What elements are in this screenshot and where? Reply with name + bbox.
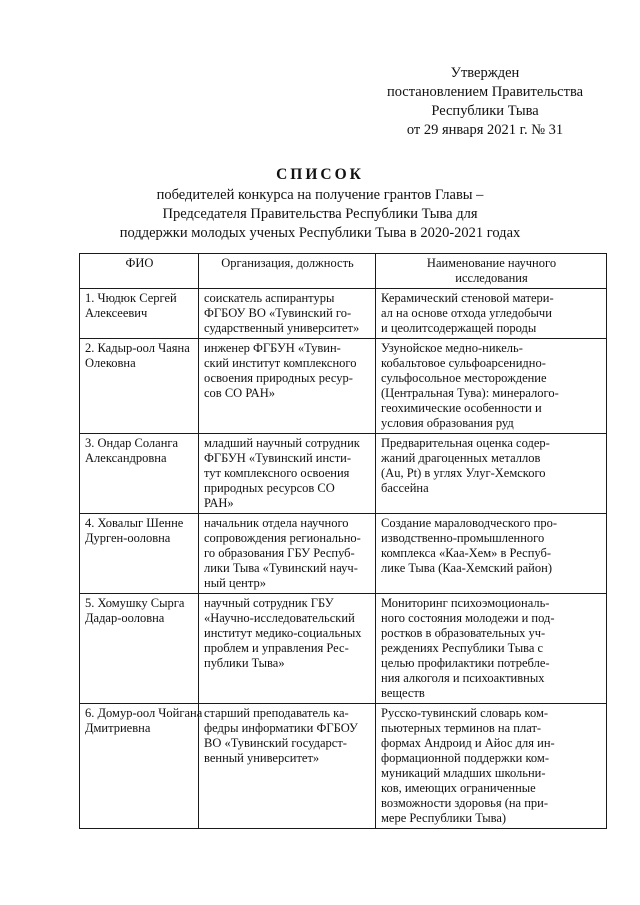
organization-cell-line: начальник отдела научного [204,516,349,530]
fio-cell-line: Алексеевич [85,306,148,320]
table-row [80,704,607,829]
research-cell-line: ростков в образовательных уч- [381,626,546,640]
research-cell-line: возможности здоровья (на при- [381,796,549,810]
research-cell-line: реждениях Республики Тыва с [381,641,544,655]
header-fio-label: ФИО [125,256,154,270]
document-title: СПИСОК [276,166,364,183]
research-cell-line: Предварительная оценка содер- [381,436,550,450]
organization-cell-line: ФГБОУ ВО «Тувинский го- [204,306,352,320]
organization-cell [199,704,376,829]
research-cell [376,289,607,339]
approval-line: постановлением Правительства [386,84,584,100]
research-cell [376,704,607,829]
organization-cell-line: ский институт комплексного [204,356,357,370]
research-cell-line: муникаций младших школьни- [381,766,546,780]
header-org-label: Организация, должность [221,256,354,270]
subtitle-line: Председателя Правительства Республики Тыва для [162,206,478,222]
fio-cell [80,704,203,829]
research-cell-line: Мониторинг психоэмоциональ- [381,596,550,610]
organization-cell-line: освоения природных ресур- [204,371,353,385]
research-cell-line: пьютерных терминов на плат- [381,721,542,735]
organization-cell [199,434,376,514]
organization-cell-line: природных ресурсов СО [204,481,335,495]
fio-cell [80,339,199,434]
organization-cell-line: младший научный сотрудник [204,436,360,450]
fio-cell-line: Олековна [85,356,136,370]
research-cell-line: Узунойское медно-никель- [381,341,523,355]
research-cell-line: (Au, Pt) в углях Улуг-Хемского [381,466,546,480]
organization-cell-line: венный университет» [204,751,320,765]
organization-cell-line: сопровождения регионально- [204,531,361,545]
table-header-row [80,254,607,289]
table-body [80,289,607,829]
fio-cell [80,514,199,594]
research-cell-line: изводственно-промышленного [381,531,545,545]
research-cell-line: формационной поддержки ком- [381,751,549,765]
organization-cell-line: институт медико-социальных [204,626,362,640]
research-cell-line: формах Андроид и Айос для ин- [381,736,555,750]
fio-cell-line: 6. Домур-оол Чойгана [85,706,203,720]
fio-cell-line: Дурген-ооловна [85,531,171,545]
header-org [199,254,376,289]
research-cell [376,339,607,434]
organization-cell [199,594,376,704]
organization-cell-line: РАН» [204,496,234,510]
research-cell-line: целью профилактики потребле- [381,656,550,670]
fio-cell-line: 5. Хомушку Сырга [85,596,185,610]
fio-cell-line: Дмитриевна [85,721,151,735]
organization-cell-line: публики Тыва» [204,656,285,670]
approval-line: от 29 января 2021 г. № 31 [406,122,564,138]
organization-cell-line: федры информатики ФГБОУ [204,721,358,735]
research-cell-line: сульфосольное месторождение [381,371,547,385]
fio-cell-line: Александровна [85,451,167,465]
fio-cell [80,434,199,514]
table-row [80,434,607,514]
research-cell-line: Создание мараловодческого про- [381,516,558,530]
research-cell-line: бассейна [381,481,429,495]
research-cell-line: веществ [381,686,425,700]
organization-cell [199,514,376,594]
fio-cell [80,289,199,339]
organization-cell-line: научный сотрудник ГБУ [204,596,334,610]
fio-cell-line: 4. Ховалыг Шенне [85,516,184,530]
header-fio [80,254,199,289]
research-cell-line: геохимические особенности и [381,401,542,415]
research-cell-line: ного состояния молодежи и под- [381,611,555,625]
fio-cell [80,594,199,704]
research-cell-line: комплекса «Каа-Хем» в Респуб- [381,546,552,560]
table-row [80,339,607,434]
header-research [376,254,607,289]
organization-cell [199,339,376,434]
research-cell-line: лике Тыва (Каа-Хемский район) [381,561,552,575]
research-cell-line: Русско-тувинский словарь ком- [381,706,549,720]
table-row [80,289,607,339]
organization-cell-line: инженер ФГБУН «Тувин- [204,341,341,355]
approval-stamp [380,64,590,140]
organization-cell [199,289,376,339]
header-research-label: исследования [455,271,528,285]
fio-cell-line: 1. Чюдюк Сергей [85,291,177,305]
fio-cell-line: Дадар-ооловна [85,611,165,625]
approval-line: Республики Тыва [431,103,539,119]
research-cell [376,434,607,514]
subtitle-line: победителей конкурса на получение грантов Главы – [156,187,484,203]
research-cell-line: Керамический стеновой матери- [381,291,554,305]
fio-cell-line: 2. Кадыр-оол Чаяна [85,341,190,355]
approval-line: Утвержден [450,65,520,81]
document-subtitle [60,186,580,243]
header-research-label: Наименование научного [426,256,557,270]
organization-cell-line: проблем и управления Рес- [204,641,349,655]
research-cell-line: ков, имеющих ограниченные [381,781,536,795]
organization-cell-line: «Научно-исследовательский [204,611,355,625]
subtitle-line: поддержки молодых ученых Республики Тыва в 2020-2021 годах [119,225,521,241]
organization-cell-line: ВО «Тувинский государст- [204,736,347,750]
organization-cell-line: старший преподаватель ка- [204,706,349,720]
research-cell-line: ал на основе отхода угледобычи [381,306,552,320]
research-cell-line: ния алкоголя и психоактивных [381,671,545,685]
organization-cell-line: сударственный университет» [204,321,360,335]
organization-cell-line: ный центр» [204,576,266,590]
fio-cell-line: 3. Ондар Соланга [85,436,179,450]
organization-cell-line: ФГБУН «Тувинский инсти- [204,451,352,465]
organization-cell-line: тут комплексного освоения [204,466,350,480]
research-cell-line: (Центральная Тува): минералого- [381,386,559,400]
research-cell-line: жаний драгоценных металлов [381,451,541,465]
organization-cell-line: лики Тыва «Тувинский науч- [204,561,358,575]
table-row [80,594,607,704]
organization-cell-line: го образования ГБУ Респуб- [204,546,355,560]
organization-cell-line: сов СО РАН» [204,386,275,400]
winners-table [79,253,607,829]
research-cell [376,514,607,594]
table-row [80,514,607,594]
research-cell-line: и цеолитсодержащей породы [381,321,537,335]
research-cell [376,594,607,704]
research-cell-line: мере Республики Тыва) [381,811,507,825]
research-cell-line: условия образования руд [381,416,514,430]
research-cell-line: кобальтовое сульфоарсенидно- [381,356,546,370]
organization-cell-line: соискатель аспирантуры [204,291,335,305]
